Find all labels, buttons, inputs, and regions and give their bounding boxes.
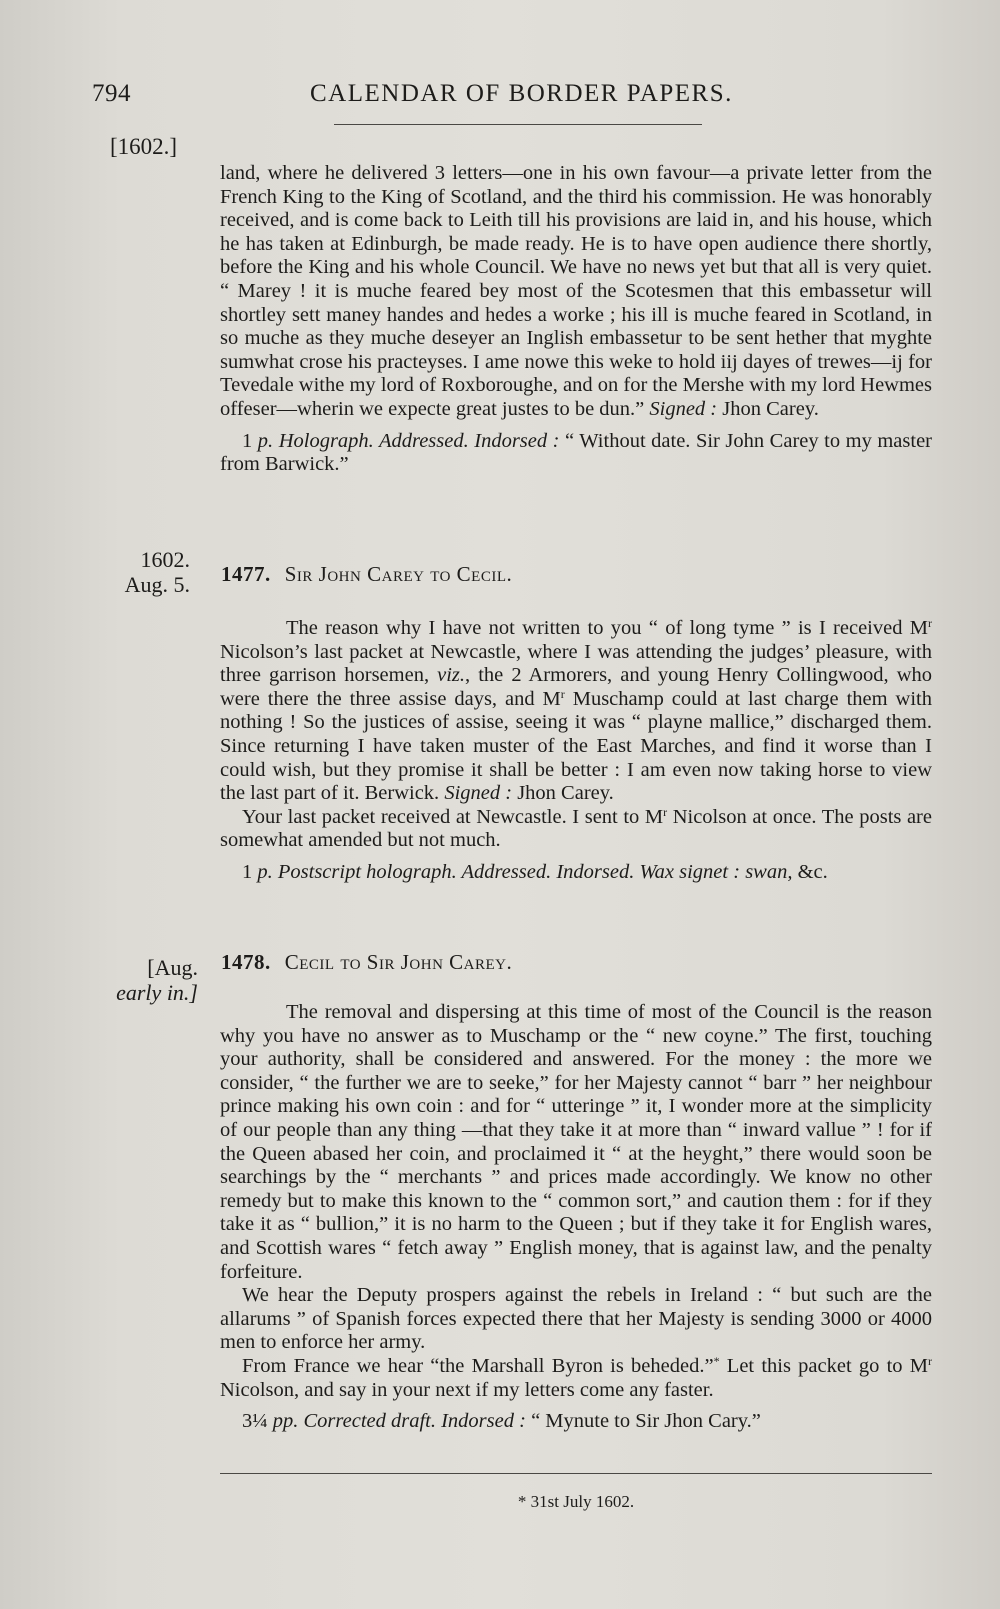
entry-1478-note: 3¼ pp. Corrected draft. Indorsed : “ Mynute to Sir Jhon Cary.”: [242, 1410, 761, 1433]
entry-1478-paragraph-2: We hear the Deputy prospers against the rebels in Ireland : “ but such are the allarums ” of Spanish forces expected there that her Majesty is sending 3000 or 4000 men to enforce her army.: [220, 1284, 932, 1354]
page-number: 794: [92, 80, 131, 107]
footnote-rule: [220, 1473, 932, 1474]
date-1477: 1602. Aug. 5.: [124, 547, 190, 597]
footnote: * 31st July 1602.: [517, 1492, 635, 1511]
entry-1478-paragraph-1: The removal and dispersing at this time of most of the Council is the reason why you have no answer as to Muschamp or the “ new coyne.” The first, touching your authority, shall be considered and answered. For the money : the more we consider, “ the further we are to seeke,” for her Majesty cannot “ barr ” her neighbour prince making his own coin : and for “ utteringe ” it, I wonder more at the simplicity of our people than any thing —that they take it at more than “ inward vallue ” ! for if the Queen abased her coin, and proclaimed it “ at the heyght,” there would soon be searchings by the “ merchants ” and prices made accordingly. We know no other remedy but to make this known to the “ common sort,” and caution them : for if they take it as “ bullion,” it is no harm to the Queen ; but if they take it for English wares, and Scottish wares “ fetch away ” English money, that is against law, and the penalty forfeiture.: [220, 1001, 932, 1283]
continued-entry: [220, 162, 932, 477]
entry-1478-paragraph-3: From France we hear “the Marshall Byron is beheded.”* Let this packet go to $M^r$ Nicolson, and say in your next if my letters come any faster.: [220, 1353, 932, 1401]
date-1478: [Aug. early in.]: [116, 955, 198, 1005]
entry-1477-body: [220, 617, 932, 885]
running-title: CALENDAR OF BORDER PAPERS.: [310, 80, 733, 107]
year-bracket: [1602.]: [110, 134, 178, 159]
continued-note: 1 p. Holograph. Addressed. Indorsed : “ Without date. Sir John Carey to my master from Barwick.”: [220, 429, 932, 476]
continued-paragraph: land, where he delivered 3 letters—one in his own favour—a private letter from the French King to the King of Scotland, and the third his commission. He was honorably received, and is come back to Leith till his provisions are laid in, and his house, which he has taken at Edinburgh, be made ready. He is to have open audience there shortly, before the King and his whole Council. We have no news yet but that all is very quiet. “ Marey ! it is muche feared bey most of the Scotesmen that this embassetur will shortley sett maney handes and hedes a worke ; his ill is muche feared in Scotland, in so muche as they muche deseyer an Inglish embassetur to be sent hether that myghte sumwhat crose his practeyses. I ame nowe this weke to hold iij dayes of trewes—ij for Tevedale withe my lord of Roxboroughe, and on for the Mershe with my lord Hewmes offeser—wherin we expecte great justes to be dun.” Signed : Jhon Carey.: [220, 162, 932, 420]
header-rule: [334, 124, 702, 125]
entry-1477-paragraph-1: The reason why I have not written to you “ of long tyme ” is I received $M^r$ Nicolson’s last packet at Newcastle, where I was attending the judges’ pleasure, with three garrison horsemen, viz., the 2 Armorers, and young Henry Collingwood, who were there the three assise days, and $M^r$ Muschamp could at last charge them with nothing ! So the justices of assise, seeing it was “ playne mallice,” discharged them. Since returning I have taken muster of the East Marches, and find it worse than I could wish, but they promise it shall be better : I am even now taking horse to view the last part of it. Berwick. Signed : Jhon Carey.: [220, 616, 933, 805]
heading-1477: 1477. Sir John Carey to Cecil.: [221, 562, 513, 586]
entry-1477-note: 1 p. Postscript holograph. Addressed. Indorsed. Wax signet : swan, &c.: [242, 860, 828, 883]
entry-1478-body: [220, 1001, 932, 1434]
entry-1477-paragraph-2: Your last packet received at Newcastle. I sent to $M^r$ Nicolson at once. The posts are somewhat amended but not much.: [220, 804, 932, 852]
heading-1478: 1478. Cecil to Sir John Carey.: [221, 950, 513, 974]
